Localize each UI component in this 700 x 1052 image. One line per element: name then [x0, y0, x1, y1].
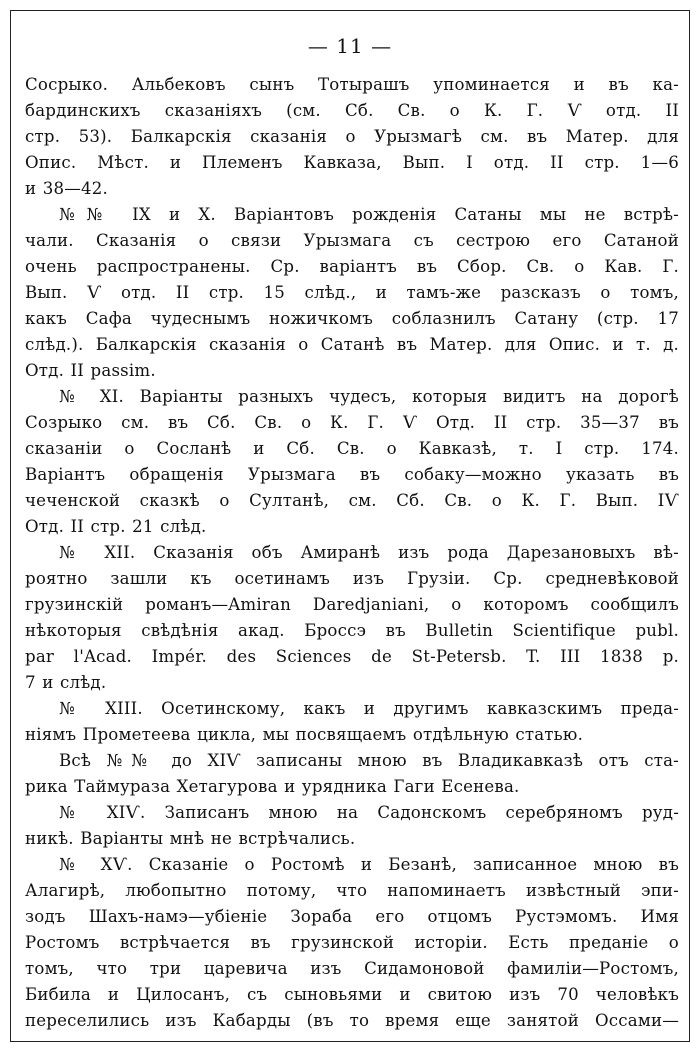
text-line: № XI. Варіанты разныхъ чудесъ, которыя видитъ на дорогѣ [59, 387, 679, 406]
paragraph-3 [25, 384, 679, 540]
text-line: Опис. Мѣст. и Племенъ Кавказа, Вып. I отд. II стр. 1—6 [25, 153, 679, 172]
text-line: Ростомъ встрѣчается въ грузинской исторіи. Есть преданіе о [25, 933, 679, 952]
text-line: и 38—42. [25, 179, 109, 198]
text-line: Алагирѣ, любопытно потому, что напоминаетъ извѣстный эпи- [25, 881, 679, 900]
text-line: № XII. Сказанія объ Амиранѣ изъ рода Дарезановыхъ вѣ- [59, 543, 679, 562]
text-line: сказаніи о Сосланѣ и Сб. Св. о Кавказѣ, т. I стр. 174. [25, 439, 679, 458]
paragraph-1 [25, 72, 679, 202]
text-line: Отд. II passim. [25, 361, 156, 380]
text-line: стр. 53). Балкарскія сказанія о Урызмагѣ см. въ Матер. для [25, 127, 679, 146]
paragraph-7 [25, 800, 679, 852]
text-line: № XIѴ. Записанъ мною на Садонскомъ серебряномъ руд- [59, 803, 679, 822]
text-line: чали. Сказанія о связи Урызмага съ сестрою его Сатаной [25, 231, 679, 250]
text-line: какъ Сафа чудеснымъ ножичкомъ соблазнилъ Сатану (стр. 17 [25, 309, 679, 328]
text-line: Созрыко см. въ Сб. Св. о К. Г. Ѵ Отд. II стр. 35—37 въ [25, 413, 679, 432]
text-line: чеченской сказкѣ о Султанѣ, см. Сб. Св. о К. Г. Вып. IѴ [25, 491, 679, 510]
text-line: Всѣ №№ до XIѴ записаны мною въ Владикавказѣ отъ ста- [59, 751, 679, 770]
text-line: переселились изъ Кабарды (въ то время еще занятой Оссами— [25, 1011, 679, 1030]
text-line: Бибила и Цилосанъ, съ сыновьями и свитою изъ 70 человѣкъ [25, 985, 679, 1004]
body-text [25, 72, 679, 1034]
text-line: слѣд.). Балкарскія сказанія о Сатанѣ въ Матер. для Опис. и т. д. [25, 335, 679, 354]
text-line: грузинскій романъ—Amiran Daredjaniani, о которомъ сообщилъ [25, 595, 679, 614]
text-line: зодъ Шахъ-намэ—убіеніе Зораба его отцомъ Рустэмомъ. Имя [25, 907, 679, 926]
text-line: бардинскихъ сказаніяхъ (см. Сб. Св. о К. Г. Ѵ отд. II [25, 101, 679, 120]
paragraph-2 [25, 202, 679, 384]
text-line: томъ, что три царевича изъ Сидамоновой фамиліи—Ростомъ, [25, 959, 679, 978]
text-line: Варіантъ обращенія Урызмага въ собаку—можно указать въ [25, 465, 679, 484]
text-line: Вып. Ѵ отд. II стр. 15 слѣд., и тамъ-же разсказъ о томъ, [25, 283, 679, 302]
text-line: ніямъ Прометеева цикла, мы посвящаемъ отдѣльную статью. [25, 725, 584, 744]
text-line: № XѴ. Сказаніе о Ростомѣ и Безанѣ, записанное мною въ [59, 855, 679, 874]
text-line: никѣ. Варіанты мнѣ не встрѣчались. [25, 829, 356, 848]
paragraph-6 [25, 748, 679, 800]
paragraph-5 [25, 696, 679, 748]
text-line: №№ IX и X. Варіантовъ рожденія Сатаны мы не встрѣ- [59, 205, 679, 224]
text-line: № XIII. Осетинскому, какъ и другимъ кавказскимъ преда- [59, 699, 679, 718]
text-line: нѣкоторыя свѣдѣнія акад. Броссэ въ Bulletin Scientifique publ. [25, 621, 679, 640]
text-line: очень распространены. Ср. варіантъ въ Сбор. Св. о Кав. Г. [25, 257, 679, 276]
page-number: — 11 — [307, 34, 393, 58]
text-line: par l'Acad. Impér. des Sciences de St-Petersb. T. III 1838 p. [25, 647, 679, 666]
text-line: Сосрыко. Альбековъ сынъ Тотырашъ упоминается и въ ка- [25, 75, 679, 94]
text-line: роятно зашли къ осетинамъ изъ Грузіи. Ср. средневѣковой [25, 569, 679, 588]
paragraph-4 [25, 540, 679, 696]
text-line: рика Таймураза Хетагурова и урядника Гаги Есенева. [25, 777, 520, 796]
paragraph-8 [25, 852, 679, 1034]
text-line: Отд. II стр. 21 слѣд. [25, 517, 207, 536]
text-line: 7 и слѣд. [25, 673, 107, 692]
